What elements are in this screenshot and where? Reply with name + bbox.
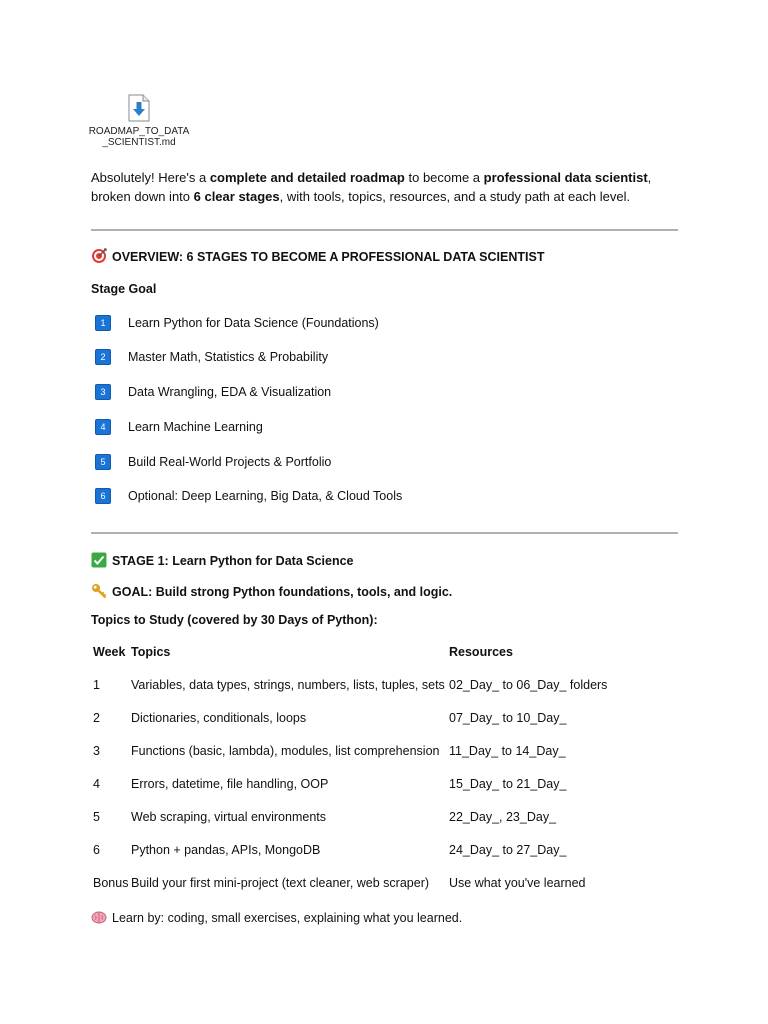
stage1-goal-text: GOAL: Build strong Python foundations, tools, and logic. [112,585,453,599]
horizontal-rule [91,229,678,231]
table-cell-week: 3 [93,744,100,758]
table-cell-topics: Errors, datetime, file handling, OOP [131,777,329,791]
intro-paragraph [91,168,691,206]
intro-bold-text: professional data scientist [483,170,648,185]
target-icon [91,248,107,264]
table-header-topics: Topics [131,645,171,659]
keycap-number-icon: 1 [95,315,111,331]
stage1-title: STAGE 1: Learn Python for Data Science [112,554,354,568]
stage1-goal [91,583,452,600]
table-cell-resources: 24_Day_ to 27_Day_ [449,843,567,857]
keycap-number-icon: 5 [95,454,111,470]
brain-icon [91,909,107,925]
download-file-icon [128,94,150,122]
table-cell-week: 5 [93,810,100,824]
table-cell-topics: Build your first mini-project (text cleaner, web scraper) [131,876,430,890]
intro-bold-text: complete and detailed roadmap [209,170,405,185]
table-cell-resources: 02_Day_ to 06_Day_ folders [449,678,608,692]
table-cell-topics: Functions (basic, lambda), modules, list comprehension [131,744,440,758]
stage-goal: Optional: Deep Learning, Big Data, & Cloud Tools [128,489,403,503]
overview-title: OVERVIEW: 6 STAGES TO BECOME A PROFESSIONAL DATA SCIENTIST [112,250,545,264]
stage-goal: Learn Python for Data Science (Foundations) [128,316,379,330]
horizontal-rule [91,532,678,534]
table-cell-week: 1 [93,678,100,692]
attachment-filename: ROADMAP_TO_DATA_SCIENTIST.md [88,126,190,148]
learn-by-note [91,909,462,926]
topics-heading: Topics to Study (covered by 30 Days of Python): [91,613,378,627]
file-attachment[interactable] [88,94,190,148]
stage-goal: Build Real-World Projects & Portfolio [128,455,332,469]
intro-text: , broken down into [91,170,652,204]
table-header-week: Week [93,645,126,659]
overview-heading [91,248,544,265]
table-cell-week: Bonus [93,876,129,890]
table-cell-topics: Dictionaries, conditionals, loops [131,711,307,725]
table-cell-topics: Web scraping, virtual environments [131,810,326,824]
table-cell-week: 2 [93,711,100,725]
keycap-number-icon: 2 [95,349,111,365]
table-cell-topics: Variables, data types, strings, numbers, lists, tuples, sets [131,678,445,692]
stage-goal: Learn Machine Learning [128,420,263,434]
table-cell-resources: 22_Day_, 23_Day_ [449,810,557,824]
table-cell-resources: 11_Day_ to 14_Day_ [449,744,566,758]
table-header-resources: Resources [449,645,513,659]
keycap-number-icon: 6 [95,488,111,504]
intro-text: to become a [404,170,484,185]
intro-text: Absolutely! Here's a [91,170,210,185]
table-cell-week: 4 [93,777,100,791]
keycap-number-icon: 3 [95,384,111,400]
stage1-heading [91,552,354,569]
table-cell-resources: Use what you've learned [449,876,586,890]
note-text: Learn by: coding, small exercises, explaining what you learned. [112,911,463,925]
key-icon [91,583,107,599]
table-cell-topics: Python + pandas, APIs, MongoDB [131,843,321,857]
stage-goal: Data Wrangling, EDA & Visualization [128,385,332,399]
keycap-number-icon: 4 [95,419,111,435]
intro-bold-text: 6 clear stages [193,189,280,204]
table-cell-resources: 15_Day_ to 21_Day_ [449,777,567,791]
stage-goal: Master Math, Statistics & Probability [128,350,329,364]
intro-text: , with tools, topics, resources, and a study path at each level. [279,189,631,204]
stage-goal-header: Stage Goal [91,282,157,296]
check-mark-icon [91,552,107,568]
table-cell-resources: 07_Day_ to 10_Day_ [449,711,567,725]
table-cell-week: 6 [93,843,100,857]
